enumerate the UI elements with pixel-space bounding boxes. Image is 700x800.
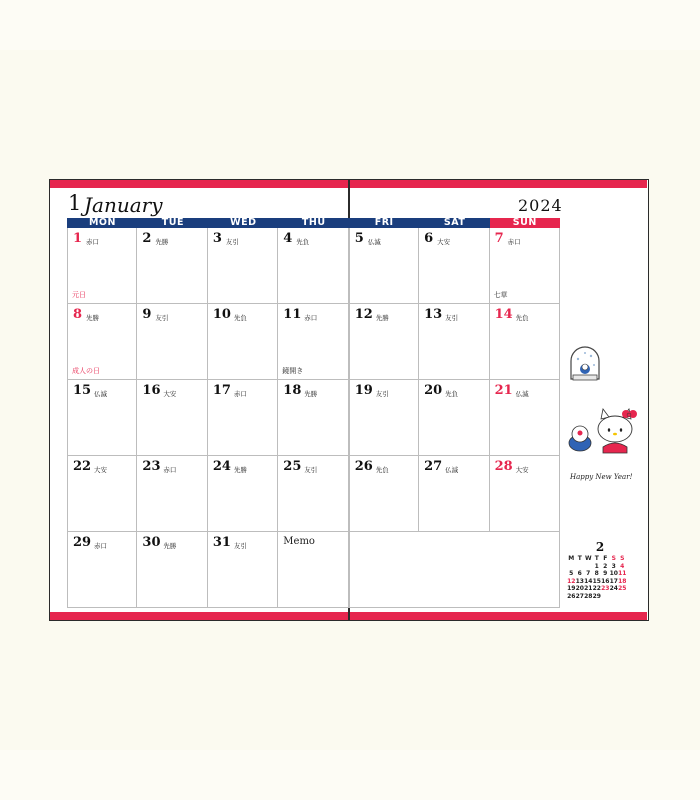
- day-number: 26: [354, 459, 373, 474]
- mini-calendar-date: 3: [611, 562, 616, 570]
- day-number: 23: [142, 459, 161, 474]
- year-label: 2024: [518, 196, 563, 215]
- day-cell[interactable]: [349, 456, 419, 532]
- day-number: 10: [212, 307, 231, 322]
- mini-calendar-date: 22: [592, 585, 601, 592]
- day-number: 8: [73, 307, 83, 322]
- mini-calendar-week-row: [567, 578, 633, 586]
- day-cell[interactable]: [278, 380, 348, 456]
- mini-calendar-date: 2: [603, 562, 608, 570]
- rokuyo-label: 仏滅: [515, 390, 529, 398]
- day-cell[interactable]: [137, 380, 207, 456]
- day-cell[interactable]: [490, 228, 560, 304]
- day-cell[interactable]: [419, 456, 489, 532]
- weekday-header-mon: MON: [67, 218, 138, 228]
- day-note: 鏡開き: [282, 367, 304, 375]
- mini-calendar-date: 19: [567, 585, 576, 592]
- day-cell[interactable]: [208, 456, 278, 532]
- mini-calendar-month: 2: [595, 540, 605, 554]
- mini-calendar-date: [601, 593, 610, 601]
- day-number: 13: [424, 307, 443, 322]
- mini-calendar-date: 20: [575, 585, 584, 592]
- day-number: 7: [494, 231, 504, 246]
- rokuyo-label: 先勝: [304, 390, 318, 398]
- mini-calendar-date: 10: [609, 570, 618, 577]
- rokuyo-label: 大安: [437, 238, 451, 246]
- day-number: 29: [73, 535, 92, 550]
- mini-calendar-date: 26: [567, 592, 576, 600]
- rokuyo-label: 友引: [233, 542, 247, 550]
- weekday-header-fri: FRI: [349, 218, 420, 228]
- mini-calendar-date: 16: [601, 577, 610, 585]
- day-number: 6: [424, 231, 434, 246]
- calendar-grid: [67, 218, 560, 608]
- day-number: 25: [283, 459, 302, 474]
- rokuyo-label: 仏滅: [367, 238, 381, 246]
- day-number: 11: [283, 307, 302, 322]
- day-cell[interactable]: [419, 304, 489, 380]
- mini-calendar-date: 25: [618, 585, 627, 592]
- rokuyo-label: 友引: [304, 466, 318, 474]
- planner-spread: [49, 179, 649, 621]
- day-cell[interactable]: [419, 380, 489, 456]
- mini-calendar-weekday: S: [620, 555, 625, 562]
- day-number: 30: [142, 535, 161, 550]
- rokuyo-label: 先勝: [233, 466, 247, 474]
- mini-calendar-weekday: T: [594, 555, 599, 562]
- rokuyo-label: 赤口: [86, 238, 99, 246]
- memo-label: Memo: [283, 536, 315, 547]
- day-cell[interactable]: [208, 380, 278, 456]
- mini-calendar-date: 15: [592, 577, 601, 585]
- rokuyo-label: 先勝: [86, 314, 99, 322]
- day-number: 1: [73, 231, 83, 246]
- day-cell[interactable]: [278, 228, 348, 304]
- hello-kitty-illustration: [567, 403, 641, 455]
- day-number: 19: [354, 383, 373, 398]
- rokuyo-label: 友引: [375, 390, 389, 398]
- rokuyo-label: 友引: [155, 314, 169, 322]
- rokuyo-label: 赤口: [163, 466, 177, 474]
- greeting-text: Happy New Year!: [570, 473, 633, 481]
- mini-calendar-date: 4: [620, 562, 625, 570]
- day-number: 2: [142, 231, 152, 246]
- rokuyo-label: 赤口: [233, 390, 247, 398]
- rokuyo-label: 大安: [94, 466, 107, 474]
- rokuyo-label: 赤口: [94, 542, 107, 550]
- day-cell[interactable]: [208, 532, 278, 608]
- day-cell[interactable]: [490, 380, 560, 456]
- day-number: 14: [494, 307, 513, 322]
- weekday-header-sat: SAT: [419, 218, 490, 228]
- mini-calendar-february: [567, 540, 633, 600]
- mini-calendar-date: [610, 593, 619, 601]
- rokuyo-label: 先負: [445, 390, 459, 398]
- mini-calendar-date: 1: [594, 562, 599, 570]
- mini-calendar-weekday: M: [568, 555, 575, 562]
- day-number: 18: [283, 383, 302, 398]
- day-number: 28: [494, 459, 513, 474]
- rokuyo-label: 友引: [445, 314, 459, 322]
- mini-calendar-date: 17: [609, 577, 618, 585]
- mini-calendar-date: 12: [567, 577, 576, 585]
- day-cell[interactable]: [490, 304, 560, 380]
- day-cell[interactable]: [67, 532, 137, 608]
- day-cell[interactable]: [349, 304, 419, 380]
- day-number: 20: [424, 383, 443, 398]
- day-number: 22: [73, 459, 92, 474]
- day-cell[interactable]: [278, 456, 348, 532]
- mini-calendar-date: 21: [584, 585, 593, 592]
- day-note: 七草: [493, 291, 508, 299]
- weekday-header-tue: TUE: [137, 218, 208, 228]
- rokuyo-label: 先勝: [375, 314, 389, 322]
- day-number: 31: [212, 535, 231, 550]
- mini-calendar-date: 23: [601, 585, 610, 592]
- day-cell[interactable]: [349, 228, 419, 304]
- day-number: 15: [73, 383, 92, 398]
- mini-calendar-date: 11: [618, 570, 627, 577]
- mini-calendar-date: 14: [584, 577, 593, 585]
- rokuyo-label: 先負: [375, 466, 389, 474]
- day-cell[interactable]: [349, 380, 419, 456]
- mini-calendar-date: 8: [594, 570, 599, 577]
- rokuyo-label: 先負: [296, 238, 310, 246]
- mini-calendar-weekday: T: [577, 555, 582, 562]
- day-cell[interactable]: [67, 304, 137, 380]
- rokuyo-label: 赤口: [507, 238, 521, 246]
- mini-calendar-date: 5: [569, 570, 574, 577]
- rokuyo-label: 赤口: [304, 314, 318, 322]
- mini-calendar-date: [567, 563, 576, 571]
- snow-globe-illustration: [567, 345, 603, 383]
- rokuyo-label: 先勝: [155, 238, 169, 246]
- day-number: 24: [212, 459, 231, 474]
- mini-calendar-week-row: [567, 570, 633, 578]
- rokuyo-label: 先負: [515, 314, 529, 322]
- mini-calendar-date: [584, 563, 593, 571]
- mini-calendar-date: [576, 563, 585, 571]
- mini-calendar-week-row: [567, 585, 633, 593]
- day-number: 4: [283, 231, 293, 246]
- day-cell[interactable]: [67, 228, 137, 304]
- mini-calendar-date: 7: [586, 570, 591, 577]
- day-number: 27: [424, 459, 443, 474]
- mini-calendar-date: 18: [618, 577, 627, 585]
- weekday-header-thu: THU: [278, 218, 349, 228]
- mini-calendar-weekday: F: [603, 555, 608, 562]
- day-note: 成人の日: [72, 367, 100, 375]
- day-cell[interactable]: [67, 380, 137, 456]
- day-cell[interactable]: [137, 228, 207, 304]
- day-number: 5: [354, 231, 364, 246]
- mini-calendar-date: 27: [575, 592, 584, 600]
- weekday-header-wed: WED: [208, 218, 279, 228]
- day-number: 12: [354, 307, 373, 322]
- mini-calendar-date: 6: [577, 570, 582, 577]
- day-cell[interactable]: [208, 228, 278, 304]
- day-note: 元日: [72, 291, 86, 299]
- mini-calendar-date: 28: [584, 592, 593, 600]
- day-cell[interactable]: [419, 228, 489, 304]
- day-cell[interactable]: [490, 456, 560, 532]
- mini-calendar-date: [618, 593, 627, 601]
- day-cell[interactable]: [208, 304, 278, 380]
- day-cell[interactable]: [137, 456, 207, 532]
- mini-calendar-date: 9: [603, 570, 608, 577]
- day-number: 16: [142, 383, 161, 398]
- mini-calendar-weekday: W: [584, 555, 592, 562]
- rokuyo-label: 友引: [225, 238, 239, 246]
- day-cell[interactable]: [137, 304, 207, 380]
- day-number: 9: [142, 307, 152, 322]
- month-name: January: [84, 193, 163, 217]
- day-cell[interactable]: [67, 456, 137, 532]
- month-number: 1: [68, 191, 82, 215]
- mini-calendar-date: 29: [592, 592, 601, 600]
- rokuyo-label: 先負: [233, 314, 247, 322]
- mini-calendar-week-row: [567, 593, 633, 601]
- day-cell[interactable]: [278, 304, 348, 380]
- day-number: 3: [212, 231, 222, 246]
- rokuyo-label: 大安: [163, 390, 177, 398]
- mini-calendar-date: 24: [609, 585, 618, 592]
- mini-calendar-weekday: S: [611, 555, 616, 562]
- mini-calendar-header-row: [567, 555, 633, 563]
- day-number: 21: [494, 383, 513, 398]
- rokuyo-label: 先勝: [163, 542, 177, 550]
- rokuyo-label: 大安: [515, 466, 529, 474]
- rokuyo-label: 仏滅: [94, 390, 107, 398]
- mini-calendar-date: 13: [575, 577, 584, 585]
- mini-calendar-week-row: [567, 563, 633, 571]
- day-cell[interactable]: [137, 532, 207, 608]
- rokuyo-label: 仏滅: [445, 466, 459, 474]
- empty-notes-area[interactable]: [349, 532, 560, 608]
- memo-cell[interactable]: [278, 532, 348, 608]
- weekday-header-sun: SUN: [490, 218, 560, 228]
- day-number: 17: [212, 383, 231, 398]
